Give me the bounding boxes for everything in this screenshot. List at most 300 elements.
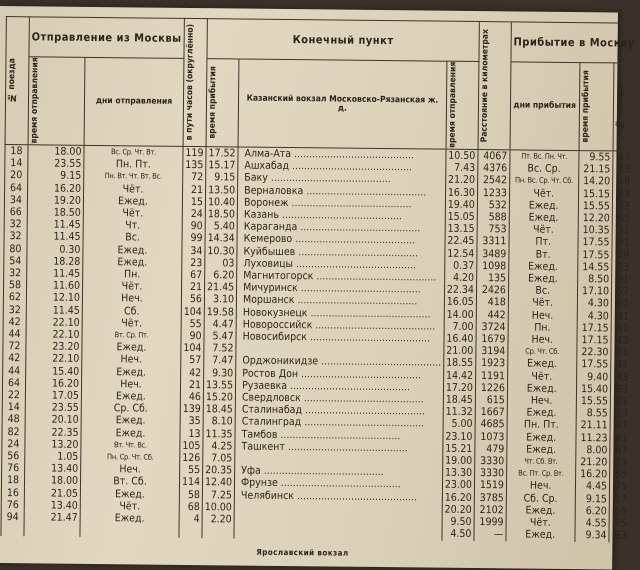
dep-time-cell: 15.40 — [26, 365, 82, 378]
dep-days-cell: Чёт. — [80, 500, 179, 513]
distance-km-cell: 2426 — [476, 284, 508, 297]
return-train-no-cell: 21 — [610, 395, 633, 407]
arr-time-cell: 10.40 — [205, 196, 237, 209]
distance-km-cell: 1923 — [476, 357, 508, 370]
arr-time-cell — [202, 525, 234, 538]
travel-hours-cell: 68 — [179, 501, 202, 513]
arr-time-cell: 11.35 — [203, 428, 235, 441]
arr-days-cell: Ежед. — [509, 211, 578, 224]
travel-hours-cell: 104 — [181, 306, 204, 318]
dep-days-cell — [80, 524, 179, 537]
distance-km-cell: 3489 — [477, 248, 509, 261]
travel-hours-cell: 99 — [182, 232, 205, 244]
distance-km-cell: 3330 — [475, 455, 507, 468]
return-dep-time-cell: 16.20 — [442, 491, 474, 504]
return-train-no-cell: 75 — [609, 481, 632, 493]
distance-km-cell: 1233 — [477, 187, 509, 200]
train-no-cell: 76 — [1, 499, 24, 511]
travel-hours-cell: 21 — [181, 281, 204, 293]
train-no-cell: 44 — [3, 328, 26, 340]
dep-time-cell — [24, 524, 80, 537]
dep-days-cell: Пн. Вт. Чт. Вт. Вс. — [84, 170, 183, 183]
distance-km-cell: 3330 — [474, 467, 506, 480]
train-no-cell: 32 — [3, 304, 26, 316]
return-train-no-cell: 15 — [609, 505, 632, 517]
destination-cell: Рузаевка ..... — [236, 379, 444, 393]
dep-time-cell: 17.05 — [25, 389, 81, 402]
train-no-cell: 42 — [3, 353, 26, 365]
return-train-no-cell: 19 — [613, 176, 636, 188]
arr-days-cell: Ежед. — [509, 260, 578, 273]
dep-time-cell: 22.10 — [26, 328, 82, 341]
moscow-arr-time-cell: 15.15 — [578, 188, 613, 201]
return-dep-time-cell: 7.00 — [444, 321, 476, 334]
arr-days-cell: Вт. — [509, 248, 578, 261]
return-train-no-cell: 63 — [613, 188, 636, 200]
arr-time-cell: 13.55 — [203, 379, 235, 392]
arr-days-cell: Вс. Пт. Ср. Вт. — [506, 468, 575, 481]
dep-days-cell: Ср. Сб. — [81, 402, 180, 415]
dep-time-cell: 23.20 — [26, 341, 82, 354]
return-dep-time-cell: 22.34 — [444, 284, 476, 297]
destination-cell: Орджоникидзе ..... — [236, 355, 444, 369]
arr-days-cell: Пт. — [509, 236, 578, 249]
destination-cell: Уфа ..... — [235, 465, 443, 479]
dep-time-cell: 16.20 — [25, 377, 81, 390]
travel-hours-cell: 15 — [182, 196, 205, 208]
moscow-arr-time-cell: 17.15 — [576, 334, 611, 347]
distance-km-cell: 3724 — [476, 321, 508, 334]
destination-cell: Новокузнецк ..... — [236, 306, 444, 320]
dep-time-cell: 12.10 — [26, 292, 82, 305]
destination-cell: Фрунзе ..... — [235, 477, 443, 491]
return-dep-time-cell: 18.45 — [443, 394, 475, 407]
travel-hours-cell: 57 — [181, 354, 204, 366]
dep-time-cell: 11.45 — [26, 304, 82, 317]
dep-days-cell: Ежед. — [81, 414, 180, 427]
train-no-cell: 48 — [2, 414, 25, 426]
return-train-no-cell: 31 — [611, 310, 634, 322]
distance-km-cell: 4376 — [478, 162, 510, 175]
return-dep-time-cell: 20.20 — [442, 504, 474, 517]
return-train-no-cell: 55 — [610, 469, 633, 481]
train-no-cell: 54 — [4, 255, 27, 267]
dep-days-cell: Чёт. — [83, 280, 182, 293]
train-no-cell: 58 — [4, 279, 27, 291]
arr-time-cell: 4.25 — [203, 440, 235, 453]
moscow-arr-time-cell: 10.35 — [578, 224, 613, 237]
arr-time-cell: 2.20 — [202, 513, 234, 526]
destination-cell: Новосибирск ..... — [236, 331, 444, 345]
header-return-dep-time: время отправления — [446, 61, 479, 149]
return-dep-time-cell: 16.30 — [445, 186, 477, 199]
return-train-no-cell: 13 — [613, 164, 636, 176]
dep-time-cell: 13.40 — [24, 499, 80, 512]
return-train-no-cell: 41 — [611, 359, 634, 371]
header-arr-days: дни прибытия — [510, 62, 580, 151]
moscow-arr-time-cell: 22.30 — [576, 346, 611, 359]
moscow-arr-time-cell: 9.34 — [574, 529, 609, 542]
arr-days-cell: Вс. Ср. — [510, 163, 579, 176]
dep-days-cell: Ежед. — [81, 390, 180, 403]
travel-hours-cell: 135 — [183, 159, 206, 171]
timetable — [0, 16, 637, 542]
destination-cell: Ашхабад ..... — [238, 160, 446, 174]
arr-time-cell: 20.35 — [203, 464, 235, 477]
return-train-no-cell: 31 — [612, 225, 635, 237]
travel-hours-cell: 126 — [180, 452, 203, 464]
travel-hours-cell: 23 — [182, 257, 205, 269]
return-dep-time-cell: 14.00 — [444, 308, 476, 321]
travel-hours-cell: 35 — [180, 415, 203, 427]
arr-days-cell: Чёт. — [506, 516, 575, 529]
arr-days-cell: Ежед. — [507, 431, 576, 444]
destination-cell: Ростов Дон ..... — [236, 367, 444, 381]
distance-km-cell: 3194 — [476, 345, 508, 358]
header-distance: Расстояние в километрах — [478, 22, 511, 150]
train-no-cell: 32 — [4, 267, 27, 279]
header-destination-group: Конечный пункт — [207, 19, 479, 62]
moscow-arr-time-cell: 14.20 — [578, 175, 613, 188]
dep-days-cell: Пн. Ср. Чт. Сб. — [81, 451, 180, 464]
train-no-cell: 72 — [3, 340, 26, 352]
dep-days-cell: Пн. — [83, 268, 182, 281]
destination-cell: Куйбышев ..... — [237, 245, 445, 259]
dep-days-cell: Вт. Сб. — [80, 475, 179, 488]
return-dep-time-cell: 23.10 — [443, 430, 475, 443]
arr-days-cell: Чёт. — [508, 297, 577, 310]
destination-cell: Алма-Ата ..... — [238, 147, 446, 162]
dep-time-cell: 20.10 — [25, 414, 81, 427]
destination-cell: Магнитогорск ..... — [237, 270, 445, 284]
moscow-arr-time-cell: 16.20 — [575, 468, 610, 481]
return-dep-time-cell: 23.00 — [442, 479, 474, 492]
distance-km-cell: 1191 — [475, 370, 507, 383]
destination-cell: Луховицы ..... — [237, 257, 445, 271]
return-train-no-cell: 43 — [611, 371, 634, 383]
travel-hours-cell: 58 — [179, 489, 202, 501]
return-dep-time-cell: 5.00 — [443, 418, 475, 431]
arr-time-cell: 9.15 — [206, 172, 238, 185]
destination-cell: Челябинск ..... — [234, 489, 442, 503]
moscow-arr-time-cell: 14.55 — [577, 261, 612, 274]
distance-km-cell: 418 — [476, 296, 508, 309]
return-train-no-cell: 75 — [609, 518, 632, 530]
arr-days-cell: Неч. — [506, 480, 575, 493]
destination-cell: Моршанск ..... — [236, 294, 444, 308]
moscow-arr-time-cell: 8.55 — [576, 407, 611, 420]
arr-days-cell: Чёт. — [509, 187, 578, 200]
train-no-cell: 18 — [5, 145, 28, 158]
arr-time-cell: 10.30 — [205, 245, 237, 258]
travel-hours-cell: 46 — [180, 391, 203, 403]
distance-km-cell: 1999 — [474, 516, 506, 529]
arr-days-cell: Пн. Вс. Ср. Чт. Сб. — [510, 175, 579, 188]
return-dep-time-cell: 15.05 — [445, 211, 477, 224]
train-no-cell: 20 — [5, 169, 28, 181]
dep-days-cell: Ежед. — [82, 366, 181, 379]
travel-hours-cell: 119 — [183, 146, 206, 159]
return-dep-time-cell: 21.00 — [444, 345, 476, 358]
arr-days-cell: Сб. Ср. — [506, 492, 575, 505]
moscow-arr-time-cell: 4.30 — [577, 310, 612, 323]
return-train-no-cell: 33 — [612, 200, 635, 212]
travel-hours-cell: 4 — [179, 513, 202, 525]
train-no-cell: 94 — [1, 511, 24, 523]
return-train-no-cell: 31 — [612, 237, 635, 249]
train-no-cell: 42 — [3, 316, 26, 328]
return-dep-time-cell: 0.37 — [445, 259, 477, 272]
dep-time-cell: 11.45 — [27, 231, 83, 244]
dep-days-cell: Вс. Ср. Чт. Вт. — [84, 145, 183, 159]
dep-days-cell: Ежед. — [80, 488, 179, 501]
return-train-no-cell: 17 — [609, 493, 632, 505]
moscow-arr-time-cell: 17.10 — [577, 285, 612, 298]
travel-hours-cell: 55 — [180, 464, 203, 476]
moscow-arr-time-cell: 21.11 — [576, 420, 611, 433]
travel-hours-cell: 55 — [181, 318, 204, 330]
arr-time-cell: 7.25 — [202, 489, 234, 502]
moscow-arr-time-cell: 4.55 — [575, 517, 610, 530]
return-dep-time-cell: 21.20 — [445, 174, 477, 187]
arr-days-cell: Ср. Чт. Сб. — [508, 346, 577, 359]
header-dep-time: время отправления — [28, 57, 85, 146]
dep-days-cell: Неч. — [82, 292, 181, 305]
moscow-arr-time-cell: 9.55 — [578, 151, 613, 164]
return-train-no-cell: 65 — [612, 212, 635, 224]
dep-time-cell: 23.55 — [28, 158, 84, 171]
distance-km-cell: 1098 — [477, 260, 509, 273]
return-dep-time-cell: 10.50 — [446, 149, 478, 162]
dep-days-cell: Ежед. — [83, 244, 182, 257]
destination-cell: Тамбов ..... — [235, 428, 443, 442]
distance-km-cell: 3785 — [474, 492, 506, 505]
dep-days-cell: Чт. — [83, 219, 182, 232]
arr-time-cell: 5.47 — [204, 330, 236, 343]
header-departure-group: Отправление из Москвы — [29, 17, 184, 59]
return-dep-time-cell: 14.42 — [443, 369, 475, 382]
travel-hours-cell: 90 — [181, 330, 204, 342]
arr-days-cell: Ежед. — [507, 382, 576, 395]
return-dep-time-cell: 22.45 — [445, 235, 477, 248]
return-train-no-cell: 61 — [611, 298, 634, 310]
moscow-arr-time-cell: 21.15 — [578, 163, 613, 176]
arr-time-cell: 7.05 — [203, 452, 235, 465]
dep-days-cell: Вс. — [83, 231, 182, 244]
travel-hours-cell: 105 — [180, 440, 203, 452]
moscow-arr-time-cell: 4.45 — [575, 481, 610, 494]
dep-time-cell: 22.35 — [25, 426, 81, 439]
moscow-arr-time-cell: 15.55 — [578, 200, 613, 213]
arr-time-cell: 13.50 — [206, 184, 238, 197]
dep-time-cell: 18.00 — [28, 145, 84, 158]
arr-time-cell: 18.50 — [205, 208, 237, 221]
destination-cell: Казань ..... — [237, 209, 445, 223]
arr-days-cell: Пт. Вс. Пн. Чт. — [510, 150, 579, 163]
return-train-no-cell: 17 — [613, 151, 636, 164]
destination-cell: Верналовка ..... — [238, 184, 446, 198]
travel-hours-cell: 56 — [181, 293, 204, 305]
destination-cell: Ташкент ..... — [235, 440, 443, 454]
train-no-cell: 44 — [3, 365, 26, 377]
arr-days-cell: Вс. — [508, 285, 577, 298]
train-no-cell: 24 — [2, 438, 25, 450]
travel-hours-cell: 21 — [183, 184, 206, 196]
train-no-cell: 56 — [2, 450, 25, 462]
dep-days-cell: Чёт. — [83, 207, 182, 220]
train-no-cell: 64 — [5, 182, 28, 194]
moscow-arr-time-cell: 17.55 — [578, 236, 613, 249]
dep-days-cell: Ежед. — [82, 341, 181, 354]
header-arrival-group: Прибытие в Москву — [511, 22, 638, 63]
arr-time-cell: 8.10 — [203, 416, 235, 429]
dep-days-cell: Неч. — [81, 378, 180, 391]
dep-time-cell: 18.50 — [27, 206, 83, 219]
train-no-cell — [1, 523, 24, 535]
return-train-no-cell: 79 — [612, 249, 635, 261]
distance-km-cell: 4067 — [478, 150, 510, 163]
return-dep-time-cell: 9.50 — [442, 516, 474, 529]
distance-km-cell: 442 — [476, 309, 508, 322]
dep-time-cell: 18.00 — [24, 475, 80, 488]
dep-time-cell: 19.20 — [27, 194, 83, 207]
distance-km-cell: 135 — [477, 272, 509, 285]
destination-cell: Сталинабад ..... — [235, 404, 443, 418]
train-no-cell: 14 — [5, 157, 28, 169]
arr-time-cell: 17.52 — [206, 147, 238, 160]
return-dep-time-cell: 16.05 — [444, 296, 476, 309]
return-train-no-cell: 43 — [611, 334, 634, 346]
return-dep-time-cell: 4.20 — [444, 272, 476, 285]
dep-days-cell: Вт. Ср. Пт. — [82, 329, 181, 342]
return-train-no-cell: 13 — [610, 408, 633, 420]
dep-time-cell: 13.40 — [25, 463, 81, 476]
dep-time-cell: 0.30 — [27, 243, 83, 256]
moscow-arr-time-cell: 9.40 — [576, 371, 611, 384]
travel-hours-cell: 67 — [182, 269, 205, 281]
dep-time-cell: 16.20 — [28, 182, 84, 195]
arr-days-cell: Неч. — [508, 333, 577, 346]
return-dep-time-cell: 16.40 — [444, 333, 476, 346]
moscow-arr-time-cell: 17.55 — [577, 249, 612, 262]
dep-time-cell: 13.20 — [25, 438, 81, 451]
distance-km-cell: 3311 — [477, 235, 509, 248]
train-no-cell: 18 — [1, 475, 24, 487]
travel-hours-cell: 72 — [183, 171, 206, 183]
header-moscow-arr-time: время прибытия — [579, 63, 614, 151]
arr-time-cell: 10.00 — [202, 501, 234, 514]
moscow-arr-time-cell: 12.20 — [578, 212, 613, 225]
arr-days-cell: Чт. Сб. Вт. — [507, 455, 576, 468]
distance-km-cell: 2102 — [474, 504, 506, 517]
train-no-cell: 62 — [3, 291, 26, 303]
distance-km-cell: 479 — [475, 443, 507, 456]
dep-time-cell: 21.47 — [24, 511, 80, 524]
travel-hours-cell: 114 — [179, 476, 202, 488]
travel-hours-cell: 34 — [182, 245, 205, 257]
return-dep-time-cell: 12.54 — [445, 247, 477, 260]
dep-days-cell: Чёт. — [84, 182, 183, 195]
travel-hours-cell — [179, 525, 202, 537]
dep-time-cell: 21.05 — [24, 487, 80, 500]
moscow-arr-time-cell: 15.40 — [576, 383, 611, 396]
destination-cell: Новороссийск ..... — [236, 318, 444, 332]
timetable-page — [0, 6, 635, 569]
train-no-cell: 32 — [4, 218, 27, 230]
arr-time-cell: 21.45 — [205, 281, 237, 294]
arr-days-cell: Ежед. — [509, 272, 578, 285]
arr-days-cell: Чёт. — [509, 224, 578, 237]
moscow-arr-time-cell: 21.20 — [575, 456, 610, 469]
arr-time-cell: 03 — [205, 257, 237, 270]
dep-time-cell: 11.60 — [27, 280, 83, 293]
travel-hours-cell: 13 — [180, 428, 203, 440]
moscow-arr-time-cell: 17.15 — [577, 322, 612, 335]
return-dep-time-cell: 13.30 — [442, 467, 474, 480]
return-train-no-cell: 31 — [612, 273, 635, 285]
distance-km-cell: 753 — [477, 223, 509, 236]
destination-cell: Сталинград ..... — [235, 416, 443, 430]
travel-hours-cell: 104 — [181, 342, 204, 354]
distance-km-cell: 1679 — [476, 333, 508, 346]
distance-km-cell: — — [474, 528, 506, 541]
dep-time-cell: 11.45 — [27, 267, 83, 280]
distance-km-cell: 2542 — [478, 174, 510, 187]
travel-hours-cell: 24 — [182, 208, 205, 220]
arr-time-cell: 14.34 — [205, 233, 237, 246]
distance-km-cell: 1226 — [475, 382, 507, 395]
return-dep-time-cell: 19.40 — [445, 198, 477, 211]
dep-days-cell: Ежед. — [83, 256, 182, 269]
destination-cell: Свердловск ..... — [235, 392, 443, 406]
moscow-arr-time-cell: 11.23 — [575, 432, 610, 445]
dep-time-cell: 22.10 — [26, 316, 82, 329]
arr-days-cell: Неч. — [508, 309, 577, 322]
dep-days-cell: Ежед. — [83, 195, 182, 208]
destination-cell — [234, 526, 442, 540]
destination-cell: Караганда ..... — [237, 221, 445, 235]
dep-days-cell: Неч. — [82, 353, 181, 366]
dep-time-cell: 1.05 — [25, 450, 81, 463]
return-train-no-cell: 53 — [612, 261, 635, 273]
train-no-cell: 64 — [2, 377, 25, 389]
arr-time-cell: 19.58 — [204, 306, 236, 319]
moscow-arr-time-cell: 8.50 — [577, 273, 612, 286]
train-no-cell: 16 — [1, 487, 24, 499]
distance-km-cell: 1519 — [474, 479, 506, 492]
arr-time-cell: 15.20 — [203, 391, 235, 404]
return-dep-time-cell: 13.15 — [445, 223, 477, 236]
return-dep-time-cell: 4.50 — [442, 528, 474, 541]
dep-days-cell: Вт. Чт. Вс. — [81, 439, 180, 452]
return-train-no-cell: 93 — [609, 530, 632, 542]
arr-time-cell: 18.45 — [203, 403, 235, 416]
dep-days-cell: Пн. Пт. — [84, 158, 183, 171]
return-train-no-cell: 41 — [611, 322, 634, 334]
return-train-no-cell: 71 — [611, 347, 634, 359]
destination-cell: Мичуринск ..... — [237, 282, 445, 296]
distance-km-cell: 615 — [475, 394, 507, 407]
arr-days-cell: Ежед. — [507, 443, 576, 456]
return-dep-time-cell: 15.21 — [443, 443, 475, 456]
train-no-cell: 22 — [2, 389, 25, 401]
return-train-no-cell: 57 — [612, 286, 635, 298]
distance-km-cell: 532 — [477, 199, 509, 212]
travel-hours-cell: 21 — [180, 379, 203, 391]
distance-km-cell: 1667 — [475, 406, 507, 419]
header-train-no: № поезда — [5, 17, 29, 145]
arr-time-cell: 15.17 — [206, 159, 238, 172]
